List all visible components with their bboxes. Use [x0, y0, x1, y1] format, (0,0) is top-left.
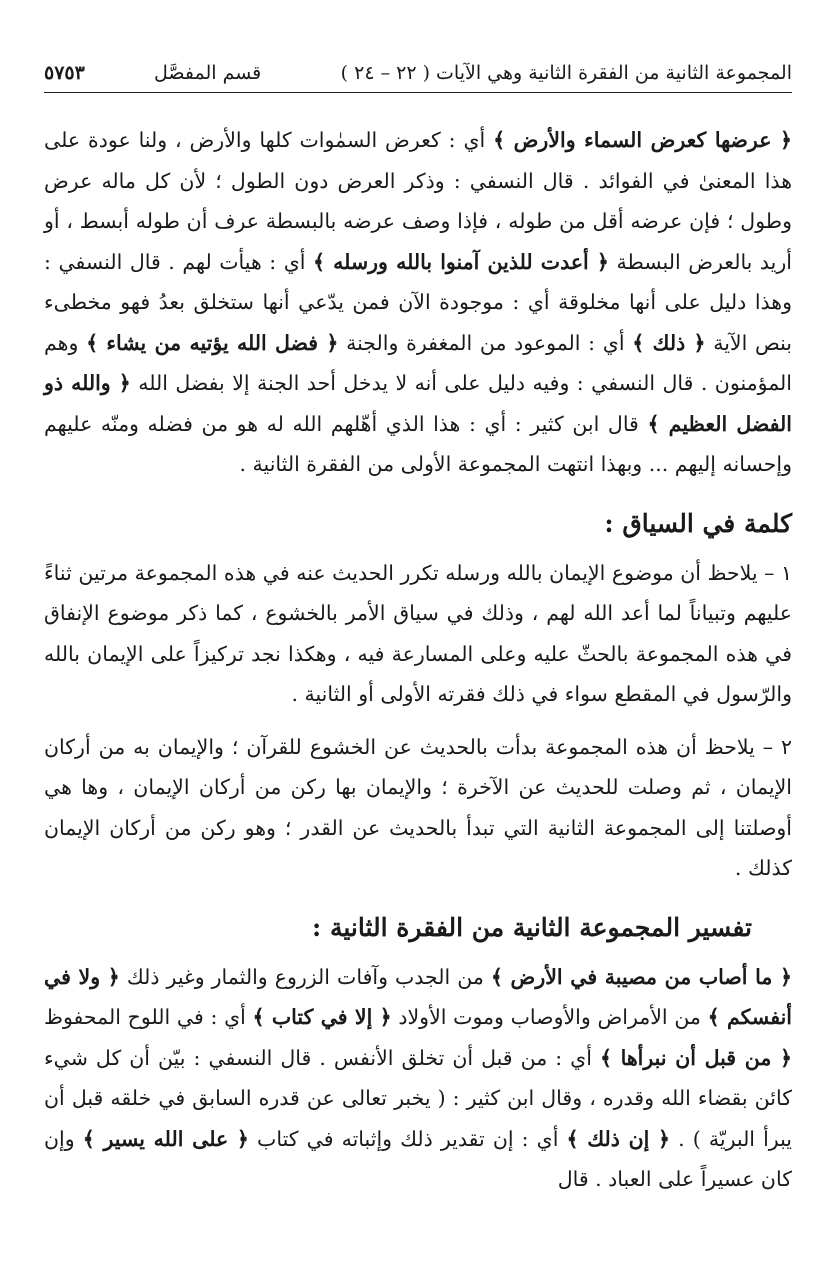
- header-title: المجموعة الثانية من الفقرة الثانية وهي الآيات ( ٢٢ – ٢٤ ): [340, 62, 792, 84]
- commentary-text: أي : من قبل أن تخلق الأنفس . قال النسفي : بيّن أن كل شيء كائن بقضاء الله وقدره ، وقال ابن كثير : ( يخبر تعالى عن قدره السابق في خلقه قبل أن يبرأ البريّة ) .: [44, 1045, 792, 1151]
- verse-quote: ﴿ إلا في كتاب ﴾: [252, 1005, 392, 1029]
- verse-quote: ﴿ ما أصاب من مصيبة في الأرض ﴾: [490, 964, 793, 989]
- running-header: [44, 52, 792, 93]
- verse-quote: ﴿ على الله يسير ﴾: [82, 1126, 249, 1151]
- commentary-text: أي : في اللوح المحفوظ: [44, 1005, 253, 1029]
- context-point-2: ٢ – يلاحظ أن هذه المجموعة بدأت بالحديث عن الخشوع للقرآن ؛ والإيمان به من أركان الإيمان ، ثم وصلت للحديث عن الآخرة ؛ والإيمان بها ركن من أركان الإيمان ، وها هي أوصلتنا إلى المجموعة الثانية التي تبدأ بالحديث عن القدر ؛ وهو ركن من أركان الإيمان كذلك .: [44, 734, 792, 880]
- page-number: ٥٧٥٣: [44, 62, 85, 84]
- commentary-text: أي : هيأت لهم . قال النسفي : وهذا دليل على أنها مخلوقة أي : موجودة الآن فمن يدّعي أنها ستخلق بعدُ فهو مخطىء بنص الآية: [44, 249, 793, 355]
- commentary-text: من الأمراض والأوصاب وموت الأولاد: [391, 1005, 708, 1029]
- verse-quote: ﴿ فضل الله يؤتيه من يشاء ﴾: [86, 330, 339, 355]
- page-body: [44, 120, 792, 1200]
- verse-quote: ﴿ ذلك ﴾: [632, 330, 706, 355]
- verse-quote: ﴿ عرضها كعرض السماء والأرض ﴾: [493, 128, 792, 152]
- commentary-text: من الجدب وآفات الزروع والثمار وغير ذلك: [119, 964, 491, 989]
- commentary-text: أي : الموعود من المغفرة والجنة: [338, 330, 633, 355]
- commentary-paragraph-1: [44, 120, 792, 485]
- section-heading-context: كلمة في السياق :: [604, 508, 792, 538]
- commentary-text: أي : إن تقدير ذلك وإثباته في كتاب: [248, 1126, 567, 1151]
- verse-quote: ﴿ من قبل أن نبرأها ﴾: [599, 1045, 792, 1070]
- commentary-text: وهم المؤمنون . قال النسفي : وفيه دليل على أنه لا يدخل أحد الجنة إلا بفضل الله: [44, 330, 792, 395]
- commentary-text: أي : كعرض السمٰوات كلها والأرض ، ولنا عودة على هذا المعنىٰ في الفوائد . قال النسفي : وذكر العرض دون الطول ؛ لأن كل ماله عرض وطول ؛ فإن عرضه أقل من طوله ، فإذا وصف عرضه بالبسطة عرف أن طوله أبسط ، أو أريد بالعرض البسطة: [44, 128, 792, 274]
- commentary-paragraph-2: [44, 957, 792, 1200]
- verse-quote: ﴿ ولا في أنفسكم ﴾: [44, 964, 792, 1029]
- verse-quote: ﴿ والله ذو الفضل العظيم ﴾: [44, 371, 792, 436]
- section-heading-tafsir: تفسير المجموعة الثانية من الفقرة الثانية :: [312, 912, 752, 942]
- header-section: قسم المفصَّل: [154, 62, 262, 84]
- commentary-text: قال ابن كثير : أي : هذا الذي أهّلهم الله له هو من فضله ومنّه عليهم وإحسانه إليهم ... وبهذا انتهت المجموعة الأولى من الفقرة الثانية .: [44, 411, 792, 476]
- verse-quote: ﴿ أعدت للذين آمنوا بالله ورسله ﴾: [313, 249, 609, 274]
- context-point-1: ١ – يلاحظ أن موضوع الإيمان بالله ورسله تكرر الحديث عنه في هذه المجموعة مرتين ثناءً عليهم وتبياناً لما أعد الله لهم ، وذلك في سياق الأمر بالخشوع ، كما ذكر موضوع الإنفاق في هذه المجموعة بالحثّ عليه وعلى المسارعة فيه ، وهكذا نجد تركيزاً على الإيمان بالله والرّسول في المقطع سواء في ذلك فقرته الأولى أو الثانية .: [44, 560, 792, 706]
- commentary-text: وإن كان عسيراً على العباد . قال: [44, 1126, 792, 1191]
- verse-quote: ﴿ إن ذلك ﴾: [566, 1126, 671, 1151]
